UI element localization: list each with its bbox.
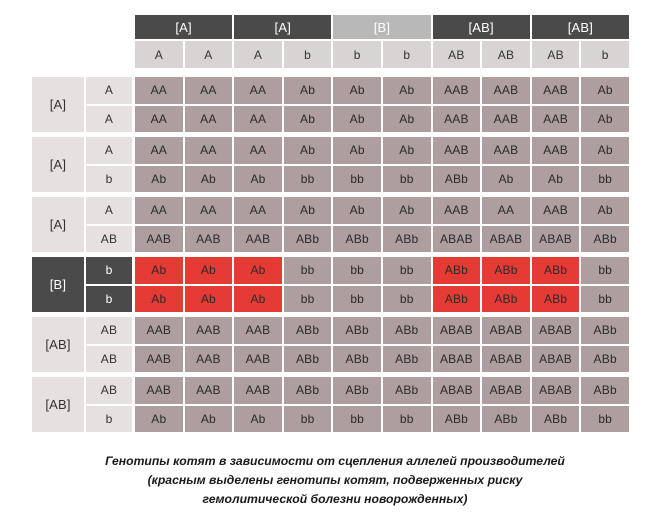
genotype-cell: Ab <box>581 77 629 104</box>
genotype-cell: ABAB <box>433 377 481 404</box>
genotype-cell: Ab <box>135 406 183 433</box>
genotype-cell: Ab <box>333 106 381 133</box>
genotype-cell: AA <box>234 77 282 104</box>
genotype-cell: AAB <box>234 226 282 253</box>
column-allele-header: b <box>581 41 629 68</box>
genotype-cell: ABAB <box>482 317 530 344</box>
genotype-cell: Ab <box>333 77 381 104</box>
genotype-cell: ABAB <box>532 377 580 404</box>
row-allele-header: AB <box>86 346 132 373</box>
genotype-cell: Ab <box>284 77 332 104</box>
genotype-cell: ABAB <box>482 377 530 404</box>
genotype-cell: Ab <box>234 166 282 193</box>
genotype-cell: Ab <box>333 197 381 224</box>
genotype-cell: AAB <box>532 77 580 104</box>
genotype-cell: bb <box>383 286 431 313</box>
genotype-cell: Ab <box>333 137 381 164</box>
row-allele-header: A <box>86 137 132 164</box>
genotype-cell-at-risk: ABb <box>433 257 481 284</box>
genotype-cell: bb <box>284 257 332 284</box>
genotype-cell: Ab <box>284 137 332 164</box>
column-group-header: [B] <box>333 15 430 39</box>
genotype-cell-at-risk: Ab <box>234 286 282 313</box>
genotype-cell: AAB <box>532 197 580 224</box>
row-allele-header: AB <box>86 317 132 344</box>
row-group-header: [B] <box>32 257 84 312</box>
genotype-cell: AA <box>185 106 233 133</box>
genotype-cell-at-risk: Ab <box>135 286 183 313</box>
genotype-cell: ABAB <box>532 317 580 344</box>
genotype-cell: AAB <box>135 317 183 344</box>
column-group-header: [A] <box>135 15 232 39</box>
genotype-cell: AAB <box>532 106 580 133</box>
genotype-cell: ABb <box>333 377 381 404</box>
column-allele-header: b <box>333 41 381 68</box>
genotype-cell: AAB <box>482 106 530 133</box>
genotype-cell: AAB <box>433 137 481 164</box>
column-allele-header: b <box>383 41 431 68</box>
genotype-cell: ABAB <box>532 226 580 253</box>
genotype-cell: AAB <box>185 346 233 373</box>
genotype-cell-at-risk: Ab <box>185 257 233 284</box>
genotype-cell: AAB <box>482 77 530 104</box>
caption-line-3: гемолитической болезни новорожденных) <box>202 492 468 506</box>
genotype-cell: AAB <box>234 317 282 344</box>
genotype-cell: AA <box>135 197 183 224</box>
genotype-cell: AAB <box>135 377 183 404</box>
row-allele-header: A <box>86 197 132 224</box>
genotype-cell: ABb <box>333 317 381 344</box>
genotype-cell: bb <box>383 406 431 433</box>
row-allele-header: b <box>86 286 132 313</box>
genotype-cell: bb <box>581 257 629 284</box>
row-group-header: [A] <box>32 77 84 132</box>
column-allele-header: A <box>185 41 233 68</box>
row-group-header: [A] <box>32 137 84 192</box>
genotype-cell: Ab <box>284 106 332 133</box>
genotype-cell: Ab <box>284 197 332 224</box>
genotype-cell: bb <box>284 166 332 193</box>
genotype-cell: Ab <box>581 137 629 164</box>
row-allele-header: b <box>86 406 132 433</box>
genotype-cell: ABb <box>284 226 332 253</box>
genotype-cell: ABAB <box>482 226 530 253</box>
row-allele-header: AB <box>86 226 132 253</box>
genotype-cell-at-risk: ABb <box>482 286 530 313</box>
genotype-cell: AAB <box>482 137 530 164</box>
column-group-header: [AB] <box>532 15 629 39</box>
caption-line-1: Генотипы котят в зависимости от сцепления аллелей производителей <box>105 454 565 468</box>
row-allele-header: AB <box>86 377 132 404</box>
genotype-cell: ABb <box>581 317 629 344</box>
genotype-cell-at-risk: ABb <box>532 257 580 284</box>
genotype-cell: AA <box>135 77 183 104</box>
genotype-cell: ABb <box>284 317 332 344</box>
genotype-cell: Ab <box>234 406 282 433</box>
genotype-cell: ABb <box>383 346 431 373</box>
row-allele-header: A <box>86 106 132 133</box>
genotype-cell: AAB <box>185 226 233 253</box>
genotype-cell: AAB <box>185 377 233 404</box>
genotype-cell: AAB <box>185 317 233 344</box>
row-group-header: [A] <box>32 197 84 252</box>
genotype-cell-at-risk: ABb <box>532 286 580 313</box>
genotype-cell: bb <box>333 286 381 313</box>
row-group-header: [AB] <box>32 317 84 372</box>
column-allele-header: AB <box>482 41 530 68</box>
genotype-cell: AA <box>185 197 233 224</box>
genotype-cell: ABb <box>532 406 580 433</box>
column-allele-header: AB <box>433 41 481 68</box>
genotype-cell: ABb <box>284 346 332 373</box>
genotype-cell: Ab <box>185 406 233 433</box>
row-allele-header: A <box>86 77 132 104</box>
genotype-cell: AA <box>185 137 233 164</box>
genotype-cell: Ab <box>532 166 580 193</box>
genotype-cell: AA <box>135 106 183 133</box>
genotype-cell: ABb <box>383 377 431 404</box>
genotype-cell: ABb <box>581 377 629 404</box>
genotype-cell: ABb <box>383 226 431 253</box>
column-allele-header: A <box>135 41 183 68</box>
genotype-cell: AA <box>135 137 183 164</box>
genotype-cell: ABAB <box>433 317 481 344</box>
table-caption <box>0 452 670 509</box>
genotype-cell: bb <box>333 406 381 433</box>
genotype-cell: AAB <box>135 346 183 373</box>
genotype-cell: bb <box>581 166 629 193</box>
genotype-cell: AAB <box>532 137 580 164</box>
genotype-cell: AAB <box>135 226 183 253</box>
genotype-cell: bb <box>383 257 431 284</box>
genotype-cell-at-risk: Ab <box>185 286 233 313</box>
genotype-cell: bb <box>284 406 332 433</box>
genotype-cell: AAB <box>234 346 282 373</box>
genotype-cell: ABb <box>581 346 629 373</box>
genotype-cell: ABb <box>333 226 381 253</box>
genotype-cell-at-risk: ABb <box>482 257 530 284</box>
genotype-cell: bb <box>581 406 629 433</box>
genotype-cell: Ab <box>135 166 183 193</box>
genotype-cell: Ab <box>581 197 629 224</box>
genotype-cell: AAB <box>433 197 481 224</box>
genotype-cell: ABb <box>433 406 481 433</box>
genotype-cell-at-risk: ABb <box>433 286 481 313</box>
genotype-cell: ABAB <box>433 226 481 253</box>
column-allele-header: b <box>284 41 332 68</box>
row-allele-header: b <box>86 166 132 193</box>
genotype-cell: AA <box>185 77 233 104</box>
genotype-cell: AA <box>234 197 282 224</box>
column-allele-header: A <box>234 41 282 68</box>
genotype-cell: Ab <box>383 77 431 104</box>
genotype-cell: ABb <box>433 166 481 193</box>
genotype-cell: Ab <box>185 166 233 193</box>
column-group-header: [A] <box>234 15 331 39</box>
genotype-cell: AA <box>234 106 282 133</box>
genotype-cell: Ab <box>383 106 431 133</box>
genotype-cell: ABb <box>284 377 332 404</box>
column-group-header: [AB] <box>433 15 530 39</box>
genotype-cell-at-risk: Ab <box>135 257 183 284</box>
genotype-cell: AA <box>482 197 530 224</box>
genotype-cell: ABAB <box>532 346 580 373</box>
genotype-cell: ABb <box>581 226 629 253</box>
genotype-cell-at-risk: Ab <box>234 257 282 284</box>
genotype-cell: Ab <box>581 106 629 133</box>
genotype-cell: AA <box>234 137 282 164</box>
genotype-cell: bb <box>284 286 332 313</box>
genotype-cell: Ab <box>482 166 530 193</box>
row-group-header: [AB] <box>32 377 84 432</box>
genotype-cell: AAB <box>234 377 282 404</box>
genotype-cell: AAB <box>433 106 481 133</box>
genotype-cell: bb <box>333 166 381 193</box>
genotype-cell: ABb <box>482 406 530 433</box>
genotype-cell: Ab <box>383 197 431 224</box>
genotype-cell: AAB <box>433 77 481 104</box>
genotype-cell: ABAB <box>482 346 530 373</box>
genotype-cell: bb <box>581 286 629 313</box>
caption-line-2: (красным выделены генотипы котят, подверженных риску <box>147 473 523 487</box>
column-allele-header: AB <box>532 41 580 68</box>
row-allele-header: b <box>86 257 132 284</box>
genotype-cell: ABb <box>383 317 431 344</box>
genotype-cell: ABb <box>333 346 381 373</box>
genotype-cell: bb <box>383 166 431 193</box>
genotype-cell: Ab <box>383 137 431 164</box>
genotype-cell: bb <box>333 257 381 284</box>
genotype-cell: ABAB <box>433 346 481 373</box>
